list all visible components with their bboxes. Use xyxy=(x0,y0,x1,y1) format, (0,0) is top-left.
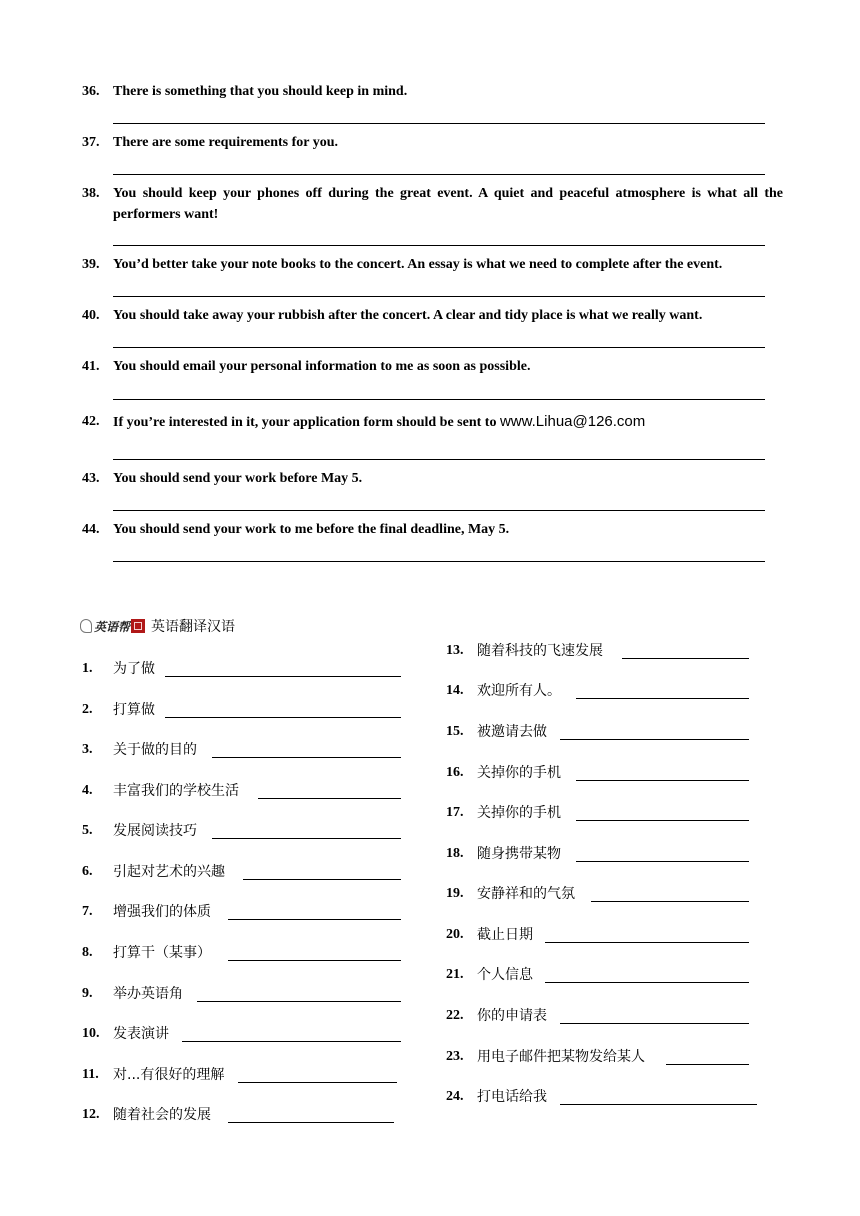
item-number: 22. xyxy=(446,1008,464,1023)
answer-blank-17[interactable] xyxy=(576,820,749,821)
answer-line-42[interactable] xyxy=(113,459,765,460)
item-number: 8. xyxy=(82,945,93,960)
item-number: 10. xyxy=(82,1026,100,1041)
item-text: 安静祥和的气氛 xyxy=(477,886,575,902)
item-number: 21. xyxy=(446,967,464,982)
question-text: You should keep your phones off during the great event. A quiet and peaceful atmosphere is what all the performers want! xyxy=(113,186,783,222)
question-number: 37. xyxy=(82,135,100,150)
item-text: 关于做的目的 xyxy=(113,742,197,758)
question-number: 41. xyxy=(82,359,100,374)
question-text: You should send your work to me before the final deadline, May 5. xyxy=(113,522,510,537)
item-text: 随着科技的飞速发展 xyxy=(477,643,603,659)
answer-blank-3[interactable] xyxy=(212,757,401,758)
answer-blank-20[interactable] xyxy=(545,942,749,943)
answer-blank-10[interactable] xyxy=(182,1041,401,1042)
question-text-body: If you’re interested in it, your application form should be sent to xyxy=(113,415,500,430)
answer-blank-1[interactable] xyxy=(165,676,401,677)
item-number: 9. xyxy=(82,986,93,1001)
item-text: 用电子邮件把某物发给某人 xyxy=(477,1049,645,1065)
item-number: 4. xyxy=(82,783,93,798)
answer-blank-24[interactable] xyxy=(560,1104,757,1105)
seal-icon xyxy=(131,619,145,633)
item-text: 增强我们的体质 xyxy=(113,904,211,920)
item-text: 举办英语角 xyxy=(113,986,183,1002)
item-number: 14. xyxy=(446,683,464,698)
item-number: 15. xyxy=(446,724,464,739)
item-text: 打算做 xyxy=(113,702,155,718)
answer-blank-12[interactable] xyxy=(228,1122,394,1123)
question-number: 44. xyxy=(82,522,100,537)
item-text: 随身携带某物 xyxy=(477,846,561,862)
item-number: 13. xyxy=(446,643,464,658)
answer-line-41[interactable] xyxy=(113,399,765,400)
brand-logo xyxy=(80,616,145,636)
item-number: 3. xyxy=(82,742,93,757)
item-number: 20. xyxy=(446,927,464,942)
answer-blank-19[interactable] xyxy=(591,901,749,902)
answer-blank-2[interactable] xyxy=(165,717,401,718)
item-text: 打电话给我 xyxy=(477,1089,547,1105)
item-text: 随着社会的发展 xyxy=(113,1107,211,1123)
item-number: 16. xyxy=(446,765,464,780)
answer-blank-13[interactable] xyxy=(622,658,749,659)
answer-blank-22[interactable] xyxy=(560,1023,749,1024)
answer-blank-4[interactable] xyxy=(258,798,401,799)
answer-line-43[interactable] xyxy=(113,510,765,511)
item-number: 19. xyxy=(446,886,464,901)
answer-line-44[interactable] xyxy=(113,561,765,562)
answer-blank-14[interactable] xyxy=(576,698,749,699)
item-number: 7. xyxy=(82,904,93,919)
item-text: 欢迎所有人。 xyxy=(477,683,561,699)
item-number: 24. xyxy=(446,1089,464,1104)
leaf-icon xyxy=(80,619,92,633)
answer-line-38[interactable] xyxy=(113,245,765,246)
item-text: 关掉你的手机 xyxy=(477,765,561,781)
answer-blank-18[interactable] xyxy=(576,861,749,862)
section-header xyxy=(80,614,235,638)
question-number: 42. xyxy=(82,414,100,429)
question-number: 38. xyxy=(82,186,100,201)
question-text: You should email your personal information to me as soon as possible. xyxy=(113,359,531,374)
item-text: 被邀请去做 xyxy=(477,724,547,740)
item-text: 打算干（某事） xyxy=(113,945,211,961)
item-number: 17. xyxy=(446,805,464,820)
answer-blank-5[interactable] xyxy=(212,838,401,839)
question-text xyxy=(113,411,783,433)
answer-blank-11[interactable] xyxy=(238,1082,397,1083)
item-number: 6. xyxy=(82,864,93,879)
item-text: 截止日期 xyxy=(477,927,533,943)
answer-line-37[interactable] xyxy=(113,174,765,175)
item-text: 你的申请表 xyxy=(477,1008,547,1024)
answer-blank-8[interactable] xyxy=(228,960,401,961)
item-text: 为了做 xyxy=(113,661,155,677)
item-text: 发表演讲 xyxy=(113,1026,169,1042)
answer-line-40[interactable] xyxy=(113,347,765,348)
answer-line-36[interactable] xyxy=(113,123,765,124)
item-text: 丰富我们的学校生活 xyxy=(113,783,239,799)
logo-text: 英语帮 xyxy=(94,619,131,634)
question-text: You should send your work before May 5. xyxy=(113,471,363,486)
item-text: 发展阅读技巧 xyxy=(113,823,197,839)
item-number: 5. xyxy=(82,823,93,838)
item-number: 23. xyxy=(446,1049,464,1064)
question-number: 39. xyxy=(82,257,100,272)
answer-blank-23[interactable] xyxy=(666,1064,749,1065)
question-number: 40. xyxy=(82,308,100,323)
email-address: www.Lihua@126.com xyxy=(499,413,646,430)
item-number: 18. xyxy=(446,846,464,861)
item-text: 关掉你的手机 xyxy=(477,805,561,821)
item-text: 对...有很好的理解 xyxy=(113,1067,225,1083)
question-number: 43. xyxy=(82,471,100,486)
question-text: There are some requirements for you. xyxy=(113,135,339,150)
question-text: There is something that you should keep in mind. xyxy=(113,84,408,99)
item-number: 11. xyxy=(82,1067,99,1082)
section-title: 英语翻译汉语 xyxy=(151,619,236,635)
item-number: 12. xyxy=(82,1107,100,1122)
answer-blank-6[interactable] xyxy=(243,879,401,880)
answer-blank-21[interactable] xyxy=(545,982,749,983)
question-text: You’d better take your note books to the concert. An essay is what we need to complete after the event. xyxy=(113,257,723,272)
answer-line-39[interactable] xyxy=(113,296,765,297)
answer-blank-9[interactable] xyxy=(197,1001,401,1002)
item-text: 个人信息 xyxy=(477,967,533,983)
question-text: You should take away your rubbish after the concert. A clear and tidy place is what we really want. xyxy=(113,308,703,323)
answer-blank-16[interactable] xyxy=(576,780,749,781)
item-number: 2. xyxy=(82,702,93,717)
answer-blank-15[interactable] xyxy=(560,739,749,740)
item-number: 1. xyxy=(82,661,93,676)
question-number: 36. xyxy=(82,84,100,99)
item-text: 引起对艺术的兴趣 xyxy=(113,864,225,880)
answer-blank-7[interactable] xyxy=(228,919,401,920)
